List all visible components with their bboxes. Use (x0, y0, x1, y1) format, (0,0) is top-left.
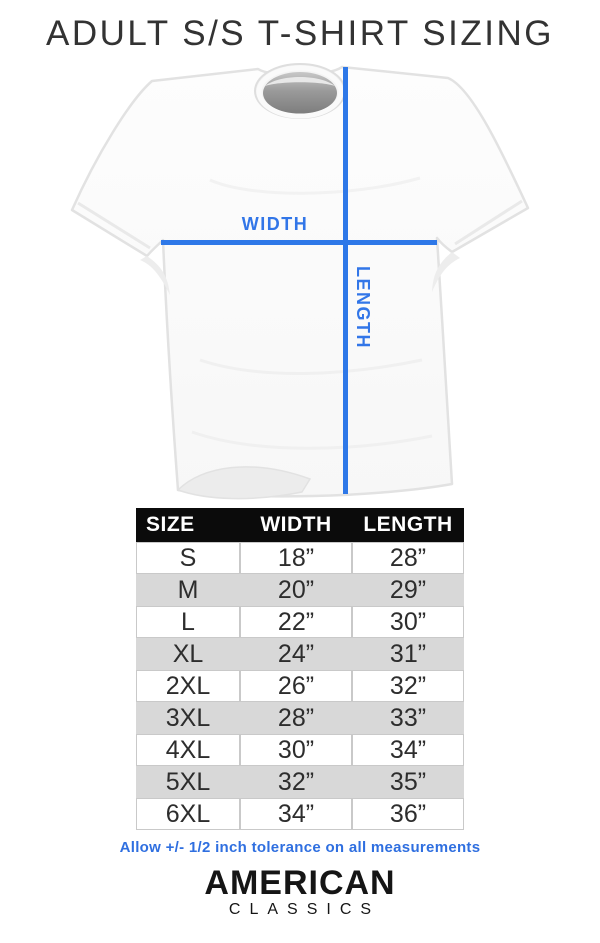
width-measure-line (161, 240, 437, 245)
cell-size: XL (172, 639, 204, 668)
brand-logo-line1: AMERICAN (204, 864, 396, 902)
cell-length: 32” (352, 670, 464, 702)
cell-length: 31” (389, 639, 427, 668)
cell-size: 4XL (136, 734, 240, 766)
table-row (136, 606, 464, 638)
cell-size: 2XL (136, 670, 240, 702)
size-table-header (136, 508, 464, 542)
cell-size: 5XL (165, 767, 211, 796)
table-row (136, 766, 464, 798)
cell-length: 33” (389, 703, 427, 732)
cell-length: 34” (352, 734, 464, 766)
brand-logo (0, 866, 600, 919)
cell-size: S (136, 542, 240, 574)
table-row (136, 798, 464, 830)
table-row (136, 542, 464, 574)
cell-length: 35” (389, 767, 427, 796)
header-width: WIDTH (260, 513, 332, 536)
brand-logo-line2: CLASSICS (228, 901, 381, 918)
tshirt-figure (0, 60, 600, 508)
cell-width: 26” (240, 670, 352, 702)
tshirt-image (0, 60, 600, 508)
table-row (136, 574, 464, 606)
cell-width: 18” (240, 542, 352, 574)
size-table-body (136, 542, 464, 830)
table-row (136, 638, 464, 670)
cell-width: 28” (277, 703, 315, 732)
cell-length: 36” (352, 798, 464, 830)
width-label: WIDTH (241, 214, 309, 234)
cell-width: 22” (240, 606, 352, 638)
size-table (136, 508, 464, 830)
cell-size: 3XL (165, 703, 211, 732)
cell-size: 6XL (136, 798, 240, 830)
cell-length: 30” (352, 606, 464, 638)
header-length: LENGTH (363, 513, 453, 536)
cell-width: 30” (240, 734, 352, 766)
cell-width: 24” (277, 639, 315, 668)
length-measure-line (343, 67, 348, 494)
cell-size: M (177, 575, 199, 604)
cell-length: 28” (352, 542, 464, 574)
length-label: LENGTH (353, 266, 373, 349)
cell-width: 20” (277, 575, 315, 604)
cell-width: 34” (240, 798, 352, 830)
cell-size: L (136, 606, 240, 638)
table-row (136, 670, 464, 702)
table-row (136, 734, 464, 766)
cell-width: 32” (277, 767, 315, 796)
header-size: SIZE (146, 513, 195, 536)
tolerance-note: Allow +/- 1/2 inch tolerance on all measurements (119, 839, 481, 856)
table-row (136, 702, 464, 734)
page-title: ADULT S/S T-SHIRT SIZING (46, 14, 554, 53)
cell-length: 29” (389, 575, 427, 604)
